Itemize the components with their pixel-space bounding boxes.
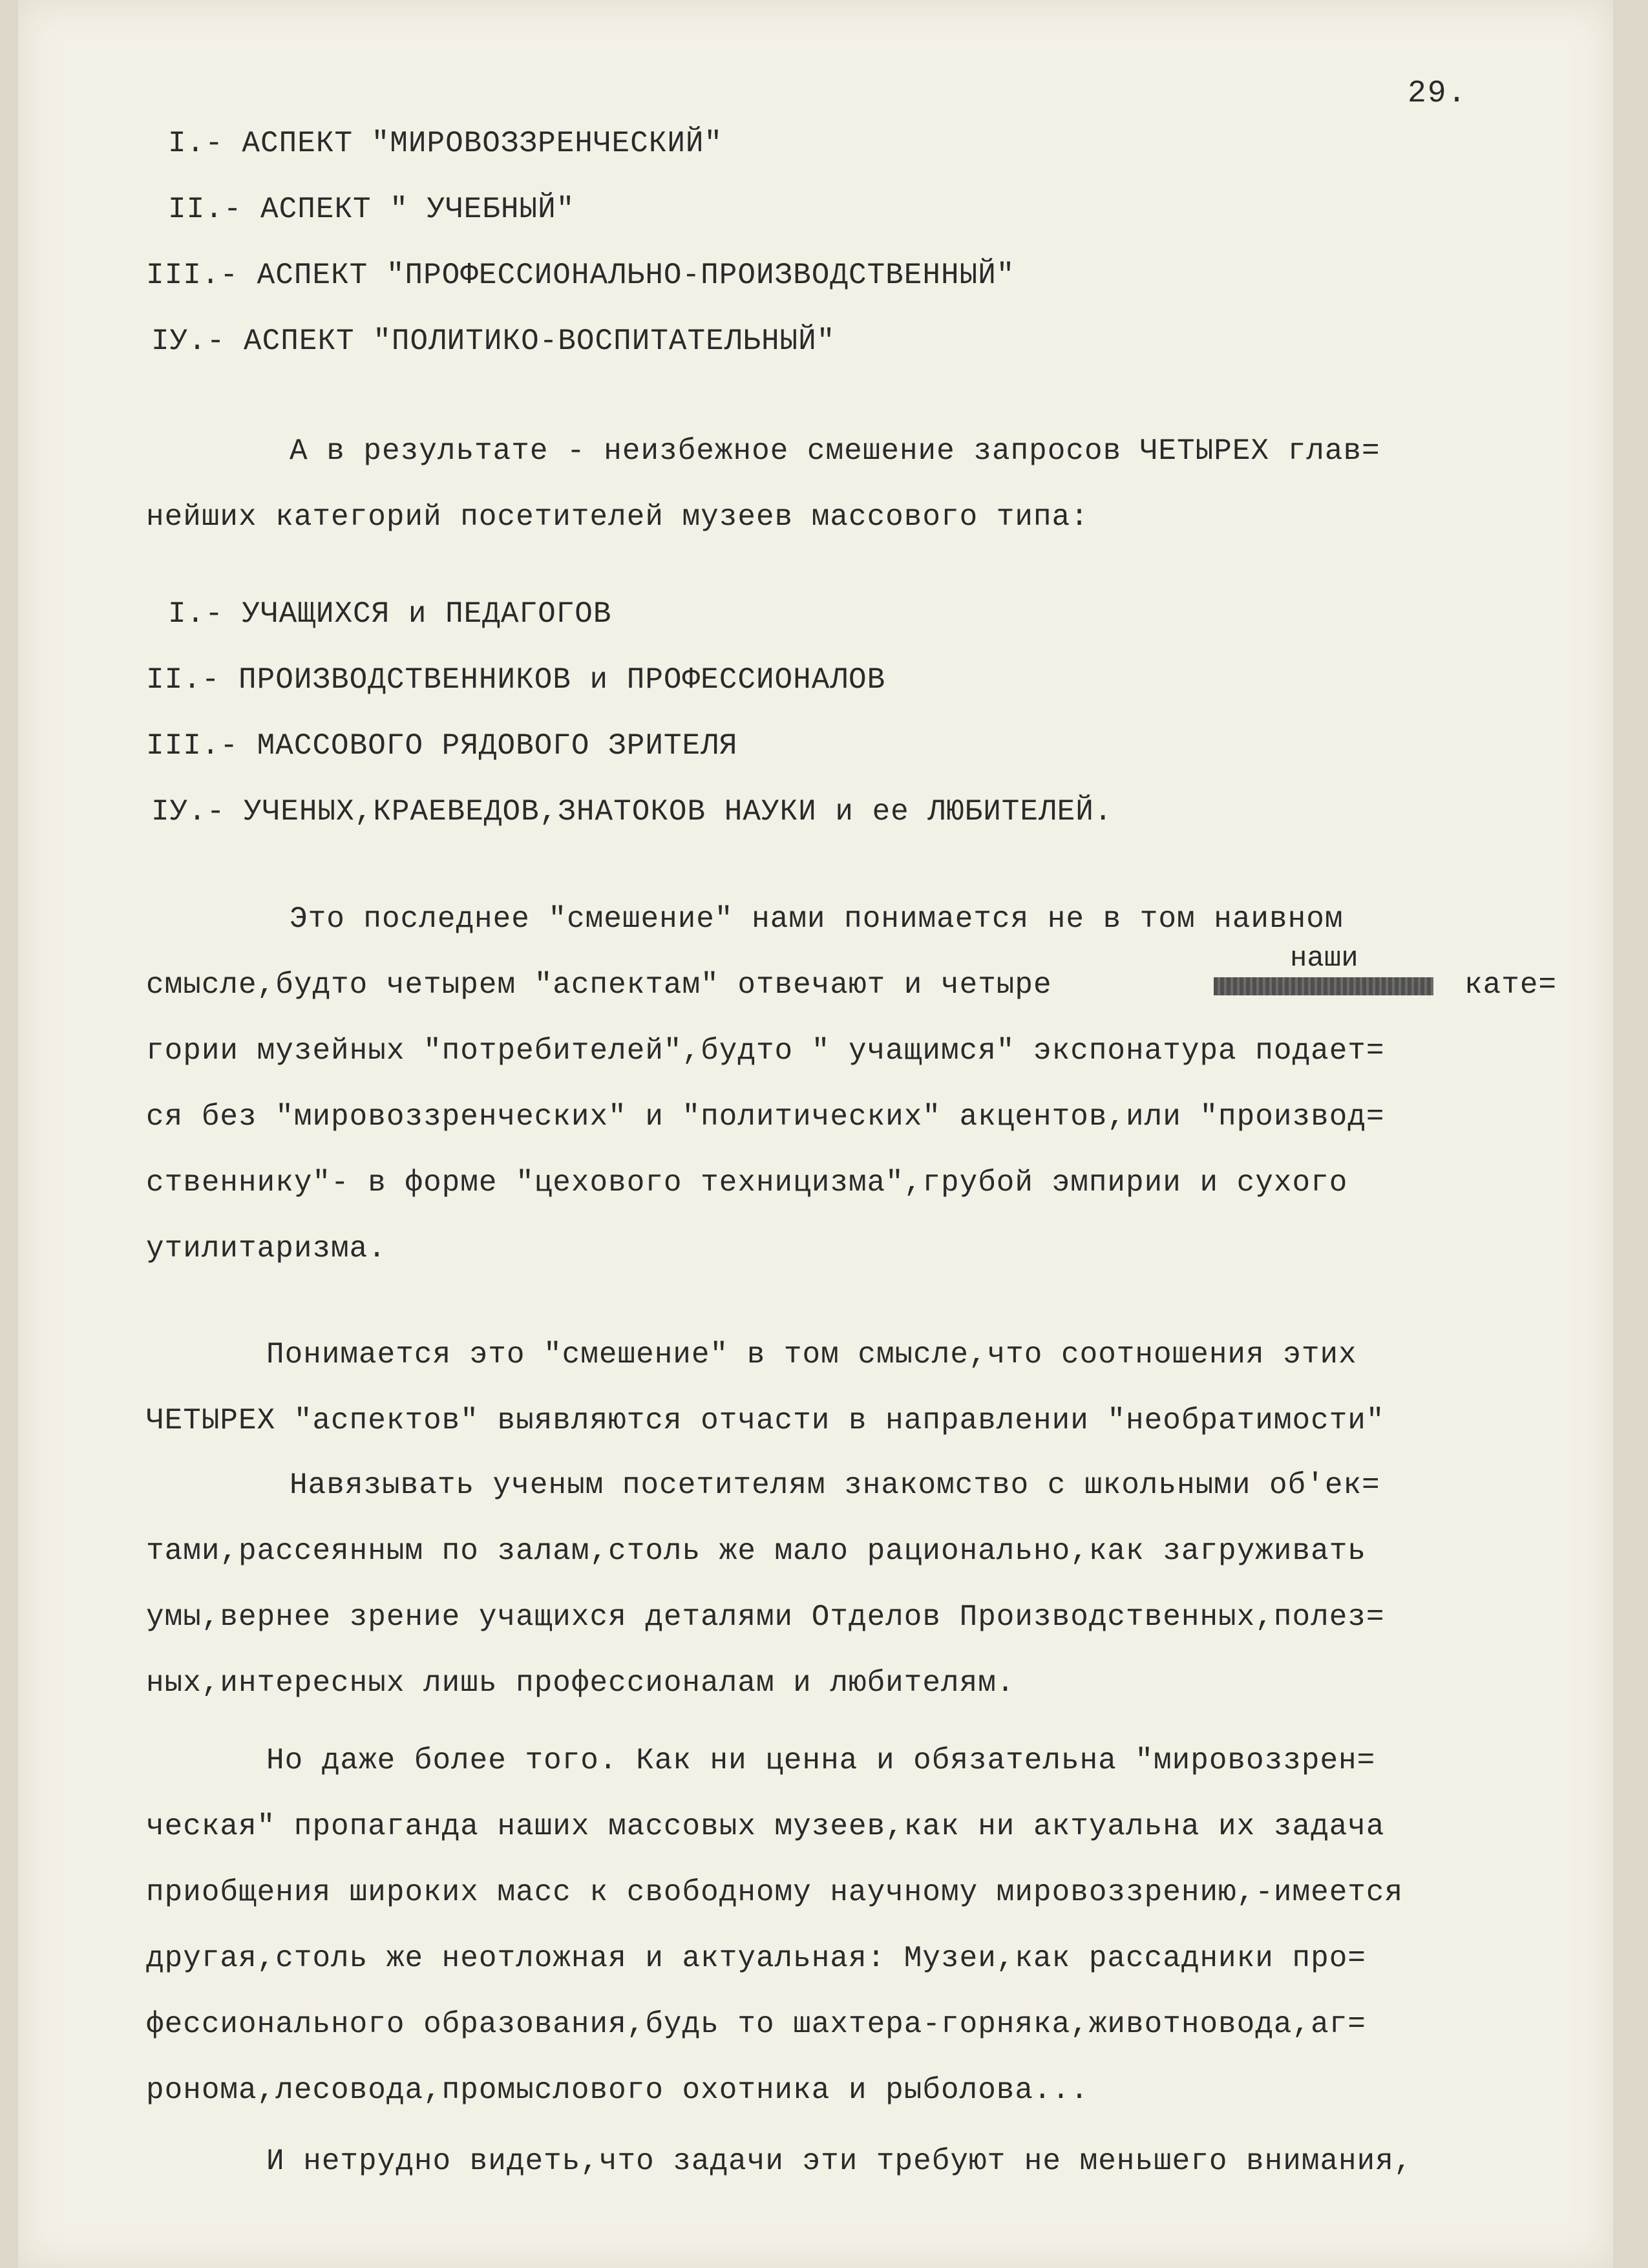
paragraph-line: утилитаризма. <box>146 1232 386 1266</box>
page-number: 29. <box>1408 76 1468 111</box>
paragraph-line: ных,интересных лишь профессионалам и любителям. <box>146 1666 1015 1700</box>
paragraph-line: приобщения широких масс к свободному научному мировоззрению,-имеется <box>146 1876 1404 1909</box>
aspect-item: I.- АСПЕКТ "МИРОВОЗЗРЕНЧЕСКИЙ" <box>168 127 723 160</box>
paragraph-line: ственнику"- в форме "цехового техницизма",грубой эмпирии и сухого <box>146 1166 1348 1200</box>
struck-out-word <box>1214 977 1433 995</box>
paragraph-line: нейших категорий посетителей музеев массового типа: <box>146 500 1089 534</box>
category-item: II.- ПРОИЗВОДСТВЕННИКОВ и ПРОФЕССИОНАЛОВ <box>146 663 886 697</box>
paragraph-line: Но даже более того. Как ни ценна и обязательна "мировоззрен= <box>266 1744 1376 1777</box>
paragraph-line: смысле,будто четырем "аспектам" отвечают и четыре <box>146 968 1052 1002</box>
paragraph-line: И нетрудно видеть,что задачи эти требуют не меньшего внимания, <box>266 2145 1413 2178</box>
paragraph-line: кате= <box>1464 968 1558 1002</box>
paragraph-line: другая,столь же неотложная и актуальная: Музеи,как рассадники про= <box>146 1942 1366 1975</box>
paragraph-line: ся без "мировоззренческих" и "политических" акцентов,или "производ= <box>146 1100 1385 1134</box>
category-item: IУ.- УЧЕНЫХ,КРАЕВЕДОВ,ЗНАТОКОВ НАУКИ и ее ЛЮБИТЕЛЕЙ. <box>151 795 1113 829</box>
paragraph-line: А в результате - неизбежное смешение запросов ЧЕТЫРЕХ глав= <box>290 434 1380 468</box>
category-item: I.- УЧАЩИХСЯ и ПЕДАГОГОВ <box>168 597 612 631</box>
paragraph-line: Навязывать ученым посетителям знакомство с школьными об'ек= <box>290 1468 1380 1502</box>
paragraph-line: ронома,лесовода,промыслового охотника и рыболова... <box>146 2073 1089 2107</box>
typed-correction: наши <box>1290 942 1358 975</box>
paragraph-line: фессионального образования,будь то шахтера-горняка,животновода,аг= <box>146 2008 1366 2041</box>
paragraph-line: тами,рассеянным по залам,столь же мало рационально,как загруживать <box>146 1534 1366 1568</box>
paragraph-line: ЧЕТЫРЕХ "аспектов" выявляются отчасти в направлении "необратимости" <box>146 1404 1385 1437</box>
paragraph-line: ческая" пропаганда наших массовых музеев,как ни актуальна их задача <box>146 1810 1385 1843</box>
aspect-item: II.- АСПЕКТ " УЧЕБНЫЙ" <box>168 193 575 226</box>
document-page <box>18 0 1613 2268</box>
aspect-item: III.- АСПЕКТ "ПРОФЕССИОНАЛЬНО-ПРОИЗВОДСТВЕННЫЙ" <box>146 259 1015 292</box>
category-item: III.- МАССОВОГО РЯДОВОГО ЗРИТЕЛЯ <box>146 729 738 763</box>
paragraph-line: Это последнее "смешение" нами понимается не в том наивном <box>290 902 1344 936</box>
paragraph-line: Понимается это "смешение" в том смысле,что соотношения этих <box>266 1338 1357 1372</box>
paragraph-line: гории музейных "потребителей",будто " учащимся" экспонатура подает= <box>146 1034 1385 1068</box>
aspect-item: IУ.- АСПЕКТ "ПОЛИТИКО-ВОСПИТАТЕЛЬНЫЙ" <box>151 324 836 358</box>
paragraph-line: умы,вернее зрение учащихся деталями Отделов Производственных,полез= <box>146 1600 1385 1634</box>
